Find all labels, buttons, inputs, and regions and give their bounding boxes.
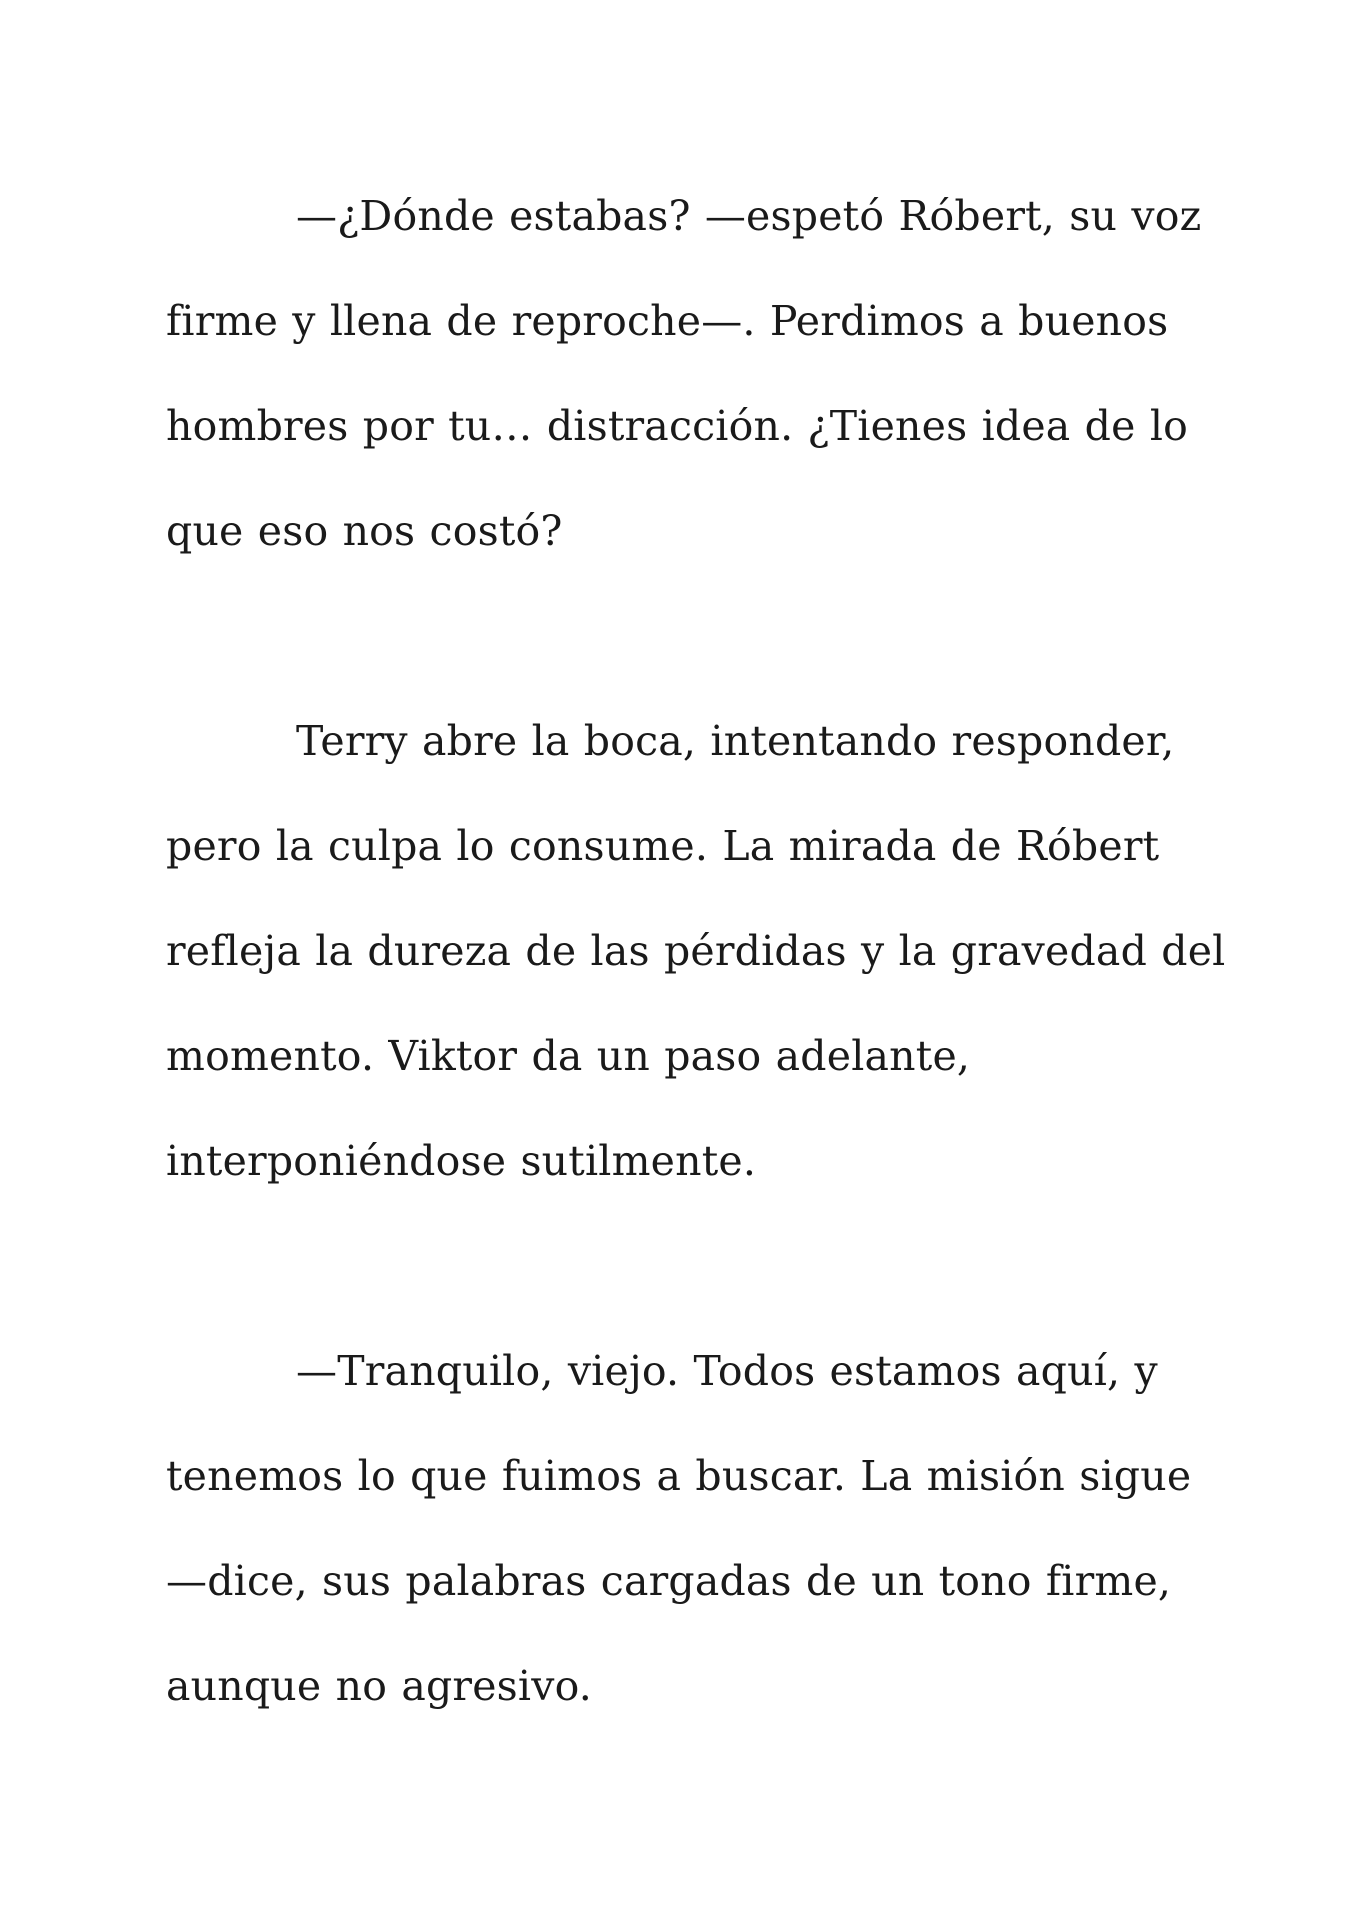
paragraph-dialogue-viktor <box>166 1319 1192 1739</box>
paragraph-dialogue-robert <box>166 164 1202 584</box>
text-line: tenemos lo que fuimos a buscar. La misión sigue <box>166 1452 1192 1500</box>
text-line: —dice, sus palabras cargadas de un tono firme, <box>166 1557 1172 1605</box>
text-line: aunque no agresivo. <box>166 1662 592 1710</box>
text-line: refleja la dureza de las pérdidas y la gravedad del <box>166 927 1226 975</box>
text-column <box>166 164 1226 1844</box>
text-line: firme y llena de reproche—. Perdimos a buenos <box>166 297 1169 345</box>
text-line: hombres por tu… distracción. ¿Tienes idea de lo <box>166 402 1189 450</box>
text-line: que eso nos costó? <box>166 507 563 555</box>
paragraph-narration-terry <box>166 689 1226 1214</box>
text-line: momento. Viktor da un paso adelante, <box>166 1032 971 1080</box>
text-line: —Tranquilo, viejo. Todos estamos aquí, y <box>296 1347 1158 1395</box>
text-line: pero la culpa lo consume. La mirada de Róbert <box>166 822 1160 870</box>
text-line: interponiéndose sutilmente. <box>166 1137 757 1185</box>
text-line: Terry abre la boca, intentando responder, <box>296 717 1175 765</box>
text-line: —¿Dónde estabas? —espetó Róbert, su voz <box>296 192 1202 240</box>
